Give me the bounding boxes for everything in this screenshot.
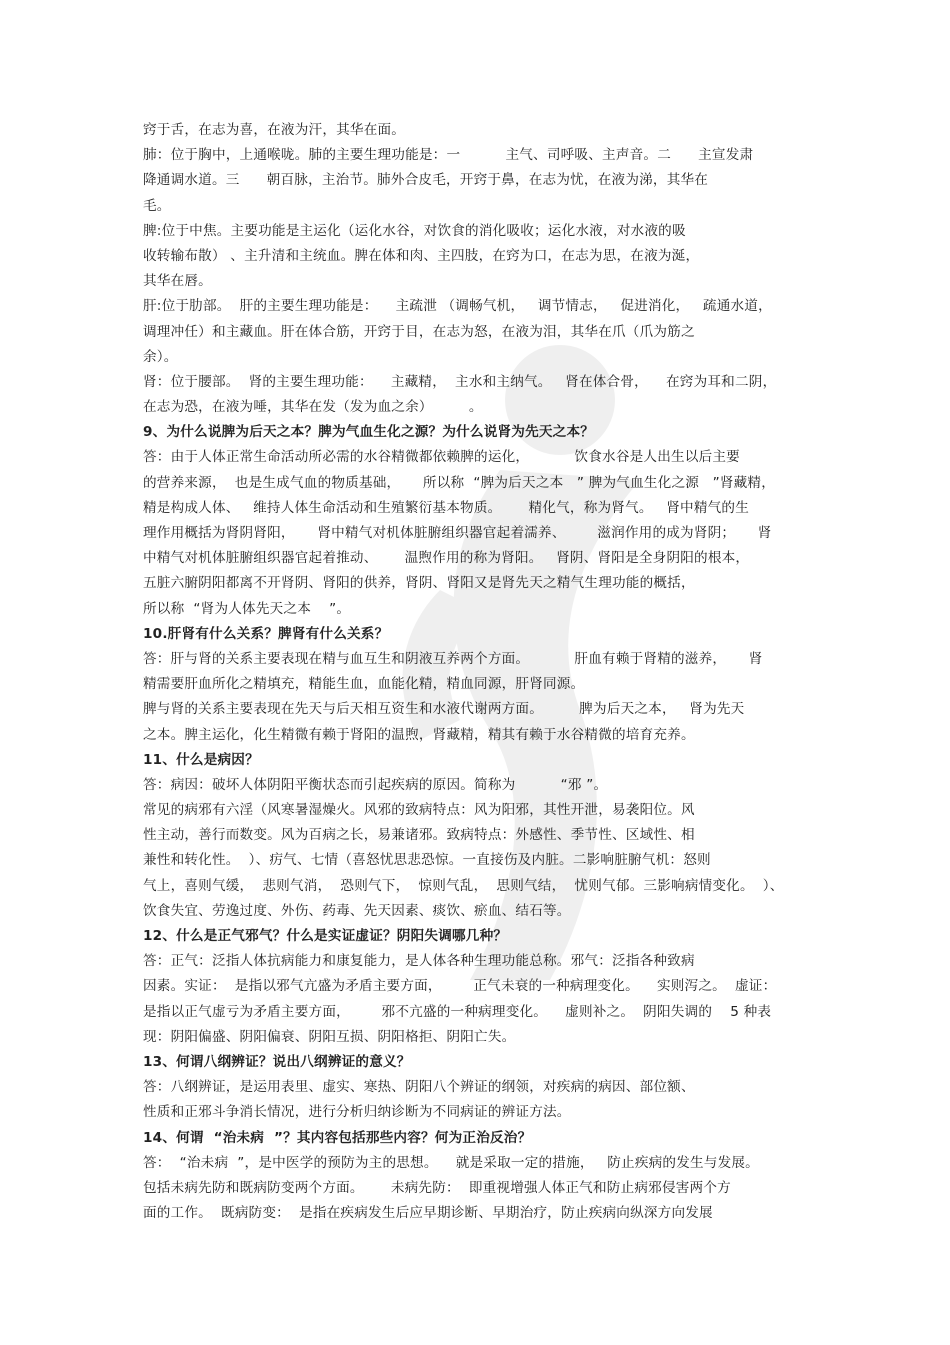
text-line: 五脏六腑阴阳都离不开肾阴、肾阳的供养，肾阴、肾阳又是肾先天之精气生理功能的概括，	[143, 575, 695, 592]
text-line: 中精气对机体脏腑组织器官起着推动、 温煦作用的称为肾阳。 肾阴、肾阳是全身阴阳的根本，	[143, 550, 750, 567]
text-line: 10.肝肾有什么关系？脾肾有什么关系？	[143, 625, 389, 642]
text-line: 肝:位于肋部。 肝的主要生理功能是： 主疏泄 （调畅气机， 调节情志， 促进消化， 疏通水道，	[143, 298, 772, 315]
text-line: 余）。	[143, 348, 178, 365]
text-line: 答： “治未病 ”，是中医学的预防为主的思想。 就是采取一定的措施， 防止疾病的发生与发展。	[143, 1154, 759, 1171]
text-line: 肾：位于腰部。 肾的主要生理功能： 主藏精， 主水和主纳气。 肾在体合骨， 在窍为耳和二阴，	[143, 373, 777, 390]
text-line: 兼性和转化性。 ）、疠气、七情（喜怒忧思悲恐惊。一直接伤及内脏。二影响脏腑气机：怒则	[143, 852, 711, 869]
text-line: 窍于舌，在志为喜，在液为汗，其华在面。	[143, 122, 406, 138]
text-line: 12、什么是正气邪气？什么是实证虚证？阴阳失调哪几种？	[143, 928, 508, 944]
text-line: 所以称 “肾为人体先天之本 ”。	[143, 600, 351, 617]
text-line: 气上，喜则气缓， 悲则气消， 恐则气下， 惊则气乱， 思则气结， 忧则气郁。三影响病情变化。 ）、	[143, 877, 784, 894]
text-line: 在志为恐，在液为唾，其华在发（发为血之余） 。	[143, 399, 483, 416]
text-line: 降通调水道。三 朝百脉，主治节。肺外合皮毛，开窍于鼻，在志为忧，在液为涕，其华在	[143, 172, 709, 189]
text-line: 饮食失宜、劳逸过度、外伤、药毒、先天因素、痰饮、瘀血、结石等。	[143, 902, 571, 919]
text-line: 13、何谓八纲辨证？说出八纲辨证的意义？	[143, 1053, 411, 1070]
text-line: 答：由于人体正常生命活动所必需的水谷精微都依赖脾的运化， 饮食水谷是人出生以后主要	[143, 449, 740, 466]
text-line: 14、何谓 “治未病 ”？其内容包括那些内容？何为正治反治？	[143, 1129, 532, 1146]
text-line: 答：肝与肾的关系主要表现在精与血互生和阴液互养两个方面。 肝血有赖于肾精的滋养， 肾	[143, 650, 763, 667]
text-line: 脾与肾的关系主要表现在先天与后天相互资生和水液代谢两方面。 脾为后天之本， 肾为先天	[143, 701, 745, 718]
text-line: 的营养来源， 也是生成气血的物质基础， 所以称 “脾为后天之本 ” 脾为气血生化之源 ”肾藏精，	[143, 474, 776, 491]
text-line: 其华在唇。	[143, 273, 212, 290]
text-line: 精需要肝血所化之精填充，精能生血，血能化精，精血同源，肝肾同源。	[143, 676, 585, 693]
text-line: 包括未病先防和既病防变两个方面。 未病先防： 即重视增强人体正气和防止病邪侵害两个方	[143, 1179, 731, 1196]
text-line: 之本。脾主运化，化生精微有赖于肾阳的温煦，肾藏精，精其有赖于水谷精微的培育充养。	[143, 726, 695, 743]
text-line: 肺：位于胸中，上通喉咙。肺的主要生理功能是：一 主气、司呼吸、主声音。二 主宣发肃	[143, 147, 754, 164]
text-line: 精是构成人体、 维持人体生命活动和生殖繁衍基本物质。 精化气，称为肾气。 肾中精气的生	[143, 499, 749, 516]
text-line: 11、什么是病因？	[143, 751, 259, 768]
text-line: 答：八纲辨证，是运用表里、虚实、寒热、阴阳八个辨证的纲领，对疾病的病因、部位额、	[143, 1079, 695, 1096]
text-line: 面的工作。 既病防变： 是指在疾病发生后应早期诊断、早期治疗，防止疾病向纵深方向发展	[143, 1205, 713, 1222]
text-line: 答：病因：破坏人体阴阳平衡状态而引起疾病的原因。简称为 “邪 ”。	[143, 776, 608, 793]
text-line: 因素。实证： 是指以邪气亢盛为矛盾主要方面， 正气未衰的一种病理变化。 实则泻之。 虚证：	[143, 978, 777, 995]
text-line: 收转输布散） 、主升清和主统血。脾在体和肉、主四肢，在窍为口，在志为思，在液为涎，	[143, 247, 700, 264]
text-line: 性质和正邪斗争消长情况，进行分析归纳诊断为不同病证的辨证方法。	[143, 1104, 571, 1121]
text-line: 毛。	[143, 197, 171, 214]
text-line: 答：正气：泛指人体抗病能力和康复能力，是人体各种生理功能总称。邪气：泛指各种致病	[143, 953, 695, 970]
text-line: 9、为什么说脾为后天之本？脾为气血生化之源？为什么说肾为先天之本？	[143, 424, 595, 441]
text-line: 是指以正气虚亏为矛盾主要方面， 邪不亢盛的一种病理变化。 虚则补之。 阴阳失调的 5 种表	[143, 1003, 772, 1020]
document-body	[143, 118, 823, 1226]
text-line: 现：阴阳偏盛、阴阳偏衰、阴阳互损、阴阳格拒、阴阳亡失。	[143, 1028, 516, 1045]
text-line: 常见的病邪有六淫（风寒暑湿燥火。风邪的致病特点：风为阳邪，其性开泄，易袭阳位。风	[143, 802, 695, 819]
text-line: 脾:位于中焦。主要功能是主运化（运化水谷，对饮食的消化吸收；运化水液，对水液的吸	[143, 222, 686, 239]
text-line: 性主动，善行而数变。风为百病之长，易兼诸邪。致病特点：外感性、季节性、区域性、相	[143, 827, 695, 844]
text-line: 调理冲任）和主藏血。肝在体合筋，开窍于目，在志为怒，在液为泪，其华在爪（爪为筋之	[143, 323, 695, 340]
text-line: 理作用概括为肾阴肾阳， 肾中精气对机体脏腑组织器官起着濡养、 滋润作用的成为肾阴； 肾	[143, 525, 772, 541]
